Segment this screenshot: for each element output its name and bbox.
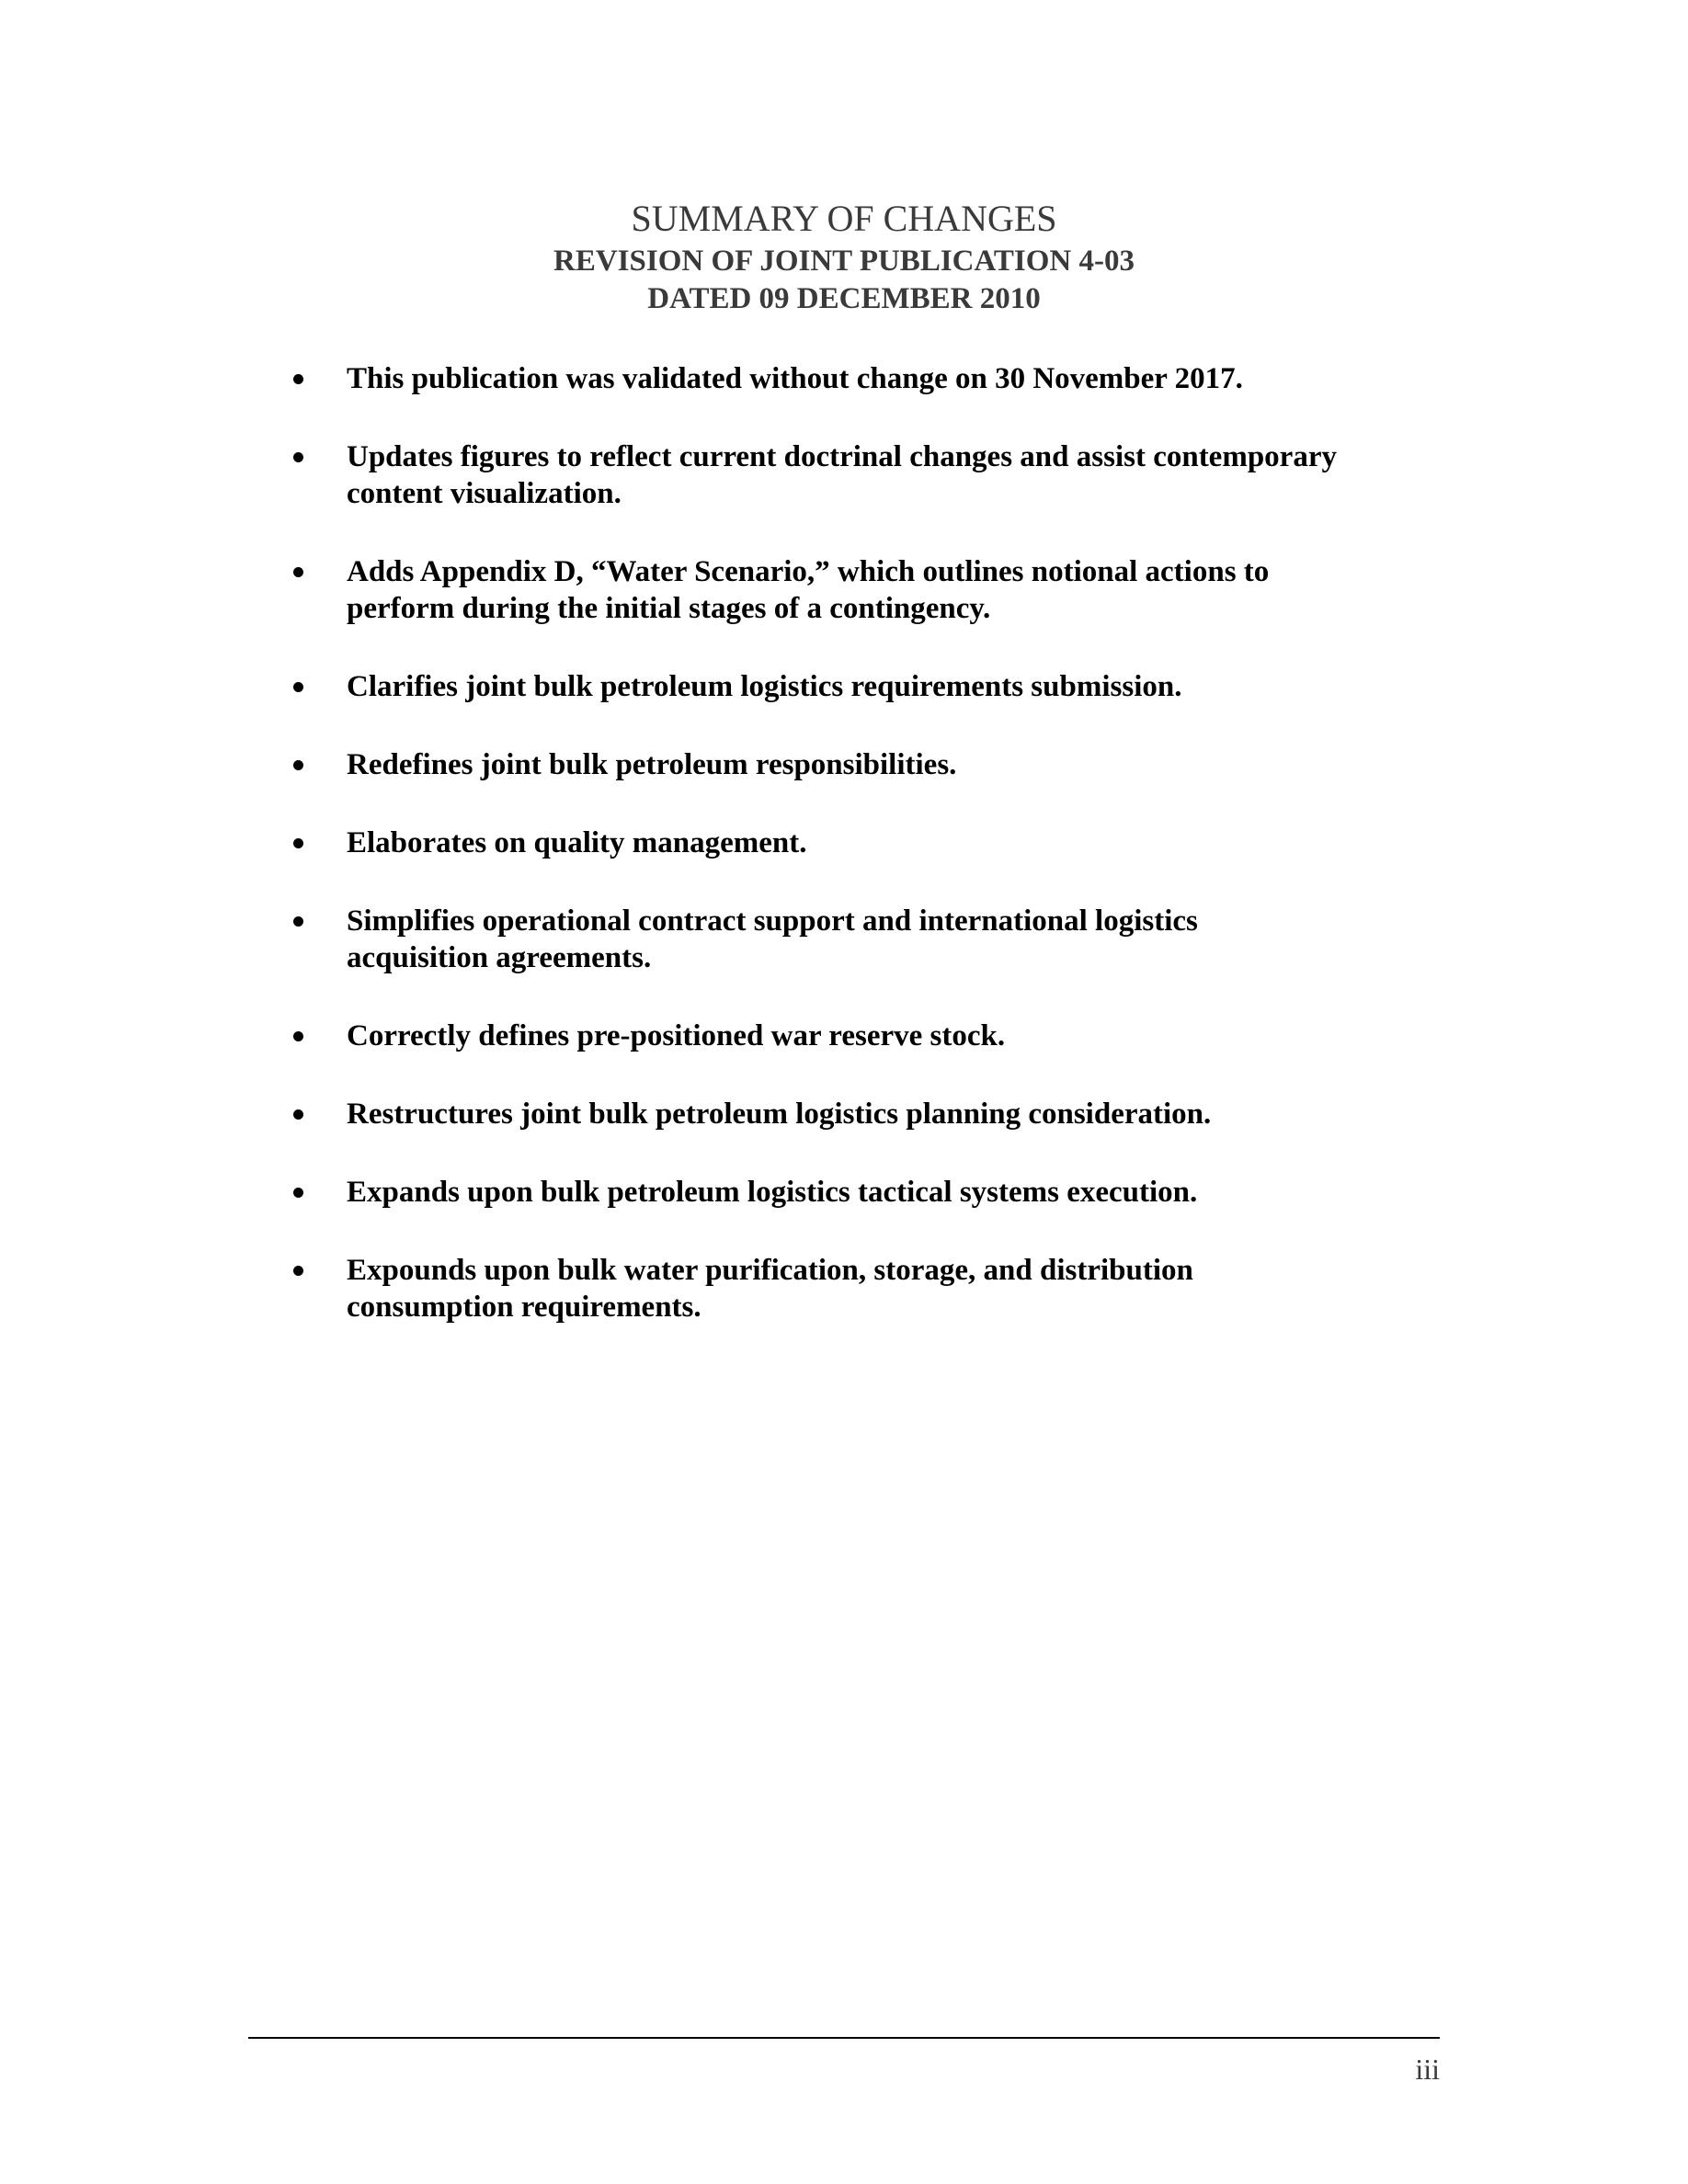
bullet-icon bbox=[291, 903, 307, 939]
change-text: Redefines joint bulk petroleum responsibilities. bbox=[347, 748, 957, 781]
change-text: Adds Appendix D, “Water Scenario,” which outlines notional actions to perform during the initial stages of a contingency. bbox=[347, 555, 1270, 625]
footer-divider bbox=[248, 2037, 1440, 2039]
bullet-icon bbox=[291, 1174, 307, 1211]
publication-date: DATED 09 DECEMBER 2010 bbox=[647, 282, 1041, 315]
bullet-icon bbox=[291, 668, 307, 705]
bullet-icon bbox=[291, 1018, 307, 1054]
change-text: Expands upon bulk petroleum logistics tactical systems execution. bbox=[347, 1176, 1198, 1209]
change-text: Restructures joint bulk petroleum logistics planning consideration. bbox=[347, 1098, 1212, 1131]
bullet-icon bbox=[291, 360, 307, 397]
bullet-icon bbox=[291, 438, 307, 475]
page-title: SUMMARY OF CHANGES bbox=[631, 198, 1057, 239]
change-text: Simplifies operational contract support and international logistics acquisition agreements. bbox=[347, 904, 1198, 974]
bullet-icon bbox=[291, 825, 307, 861]
bullet-icon bbox=[291, 1096, 307, 1132]
change-text: Expounds upon bulk water purification, storage, and distribution consumption requirements. bbox=[347, 1254, 1193, 1324]
change-text: This publication was validated without change on 30 November 2017. bbox=[347, 362, 1243, 395]
change-text: Clarifies joint bulk petroleum logistics requirements submission. bbox=[347, 670, 1182, 703]
bullet-icon bbox=[291, 1252, 307, 1289]
publication-revision: REVISION OF JOINT PUBLICATION 4-03 bbox=[553, 245, 1135, 278]
change-text: Correctly defines pre-positioned war reserve stock. bbox=[347, 1019, 1006, 1052]
page-number: iii bbox=[1415, 2053, 1440, 2086]
change-text: Elaborates on quality management. bbox=[347, 826, 807, 859]
change-text: Updates figures to reflect current doctrinal changes and assist contemporary content visualization. bbox=[347, 440, 1337, 510]
bullet-icon bbox=[291, 746, 307, 783]
bullet-icon bbox=[291, 553, 307, 590]
